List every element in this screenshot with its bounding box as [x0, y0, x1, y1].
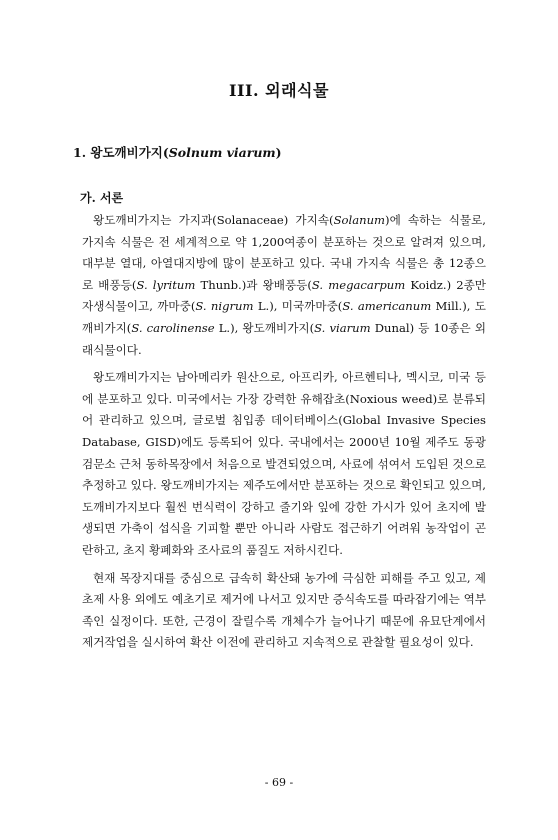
paragraph-1-text: Thunb.)과 왕배풍등( [195, 277, 312, 292]
section-title-text: 1. 왕도깨비가지( [73, 145, 169, 160]
body-text [82, 210, 486, 660]
paragraph-1-text: L.), 미국까마중( [253, 299, 343, 314]
section-scientific-name: Solnum viarum [168, 145, 276, 160]
page-number: - 69 - [264, 776, 294, 789]
genus-name: Solanum [333, 213, 386, 227]
paragraph-1-text: L.), 왕도깨비가지( [214, 320, 315, 335]
section-title-close: ) [275, 145, 282, 160]
species-name: S. lyritum [136, 277, 196, 292]
paragraph-1 [82, 210, 486, 361]
paragraph-3: 현재 목장지대를 중심으로 급속히 확산돼 농가에 극심한 피해를 주고 있고, 제초제 사용 외에도 예초기로 제거에 나서고 있지만 증식속도를 따라잡기에는 역부족인 실정이다. 또한, 근경이 잘릴수록 개체수가 늘어나기 때문에 유묘단계에서 제거작업을 실시하여 확산 이전에 관리하고 지속적으로 관찰할 필요성이 있다. [82, 570, 486, 650]
species-name: S. carolinense [131, 320, 215, 335]
species-name: S. nigrum [195, 299, 254, 314]
species-name: S. americanum [342, 299, 432, 314]
paragraph-1-text: Koidz.) 2종만 자생식물이고, 까마중( [82, 277, 486, 314]
chapter-title: III. 외래식물 [229, 81, 329, 100]
species-name: S. viarum [314, 320, 371, 335]
paragraph-1-text: 왕도깨비가지는 가지과(Solanaceae) 가지속( [93, 213, 334, 227]
species-name: S. megacarpum [311, 277, 406, 292]
paragraph-2: 왕도깨비가지는 남아메리카 원산으로, 아프리카, 아르헨티나, 멕시코, 미국 등에 분포하고 있다. 미국에서는 가장 강력한 유해잡초(Noxious weed)로 분류되어 관리하고 있으며, 글로벌 침입종 데이터베이스(Global Invasive Species Database, GISD)에도 등록되어 있다. 국내에서는 2000년 10월 제주도 동광검문소 근처 동하목장에서 처음으로 발견되었으며, 사료에 섞여서 도입된 것으로 추정하고 있다. 왕도깨비가지는 제주도에서만 분포하는 것으로 확인되고 있으며, 도깨비가지보다 훨씬 번식력이 강하고 줄기와 잎에 강한 가시가 있어 초지에 발생되면 가축이 섭식을 기피할 뿐만 아니라 사람도 접근하기 어려워 농작업이 곤란하고, 초지 황폐화와 조사료의 품질도 저하시킨다. [82, 370, 486, 557]
subsection-title: 가. 서론 [80, 191, 124, 205]
paragraph-1-text: )에 속하는 식물로, 가지속 식물은 전 세계적으로 약 1,200여종이 분포하는 것으로 알려져 있으며, 대부분 열대, 아열대지방에 많이 분포하고 있다. 국내 가지속 식물은 총 12종으로 배풍등( [82, 213, 486, 292]
section-title [73, 143, 282, 161]
paragraph-1-text: Mill.), 도깨비가지( [82, 299, 486, 335]
paragraph-1-text: Dunal) 등 10종은 외래식물이다. [82, 320, 486, 357]
